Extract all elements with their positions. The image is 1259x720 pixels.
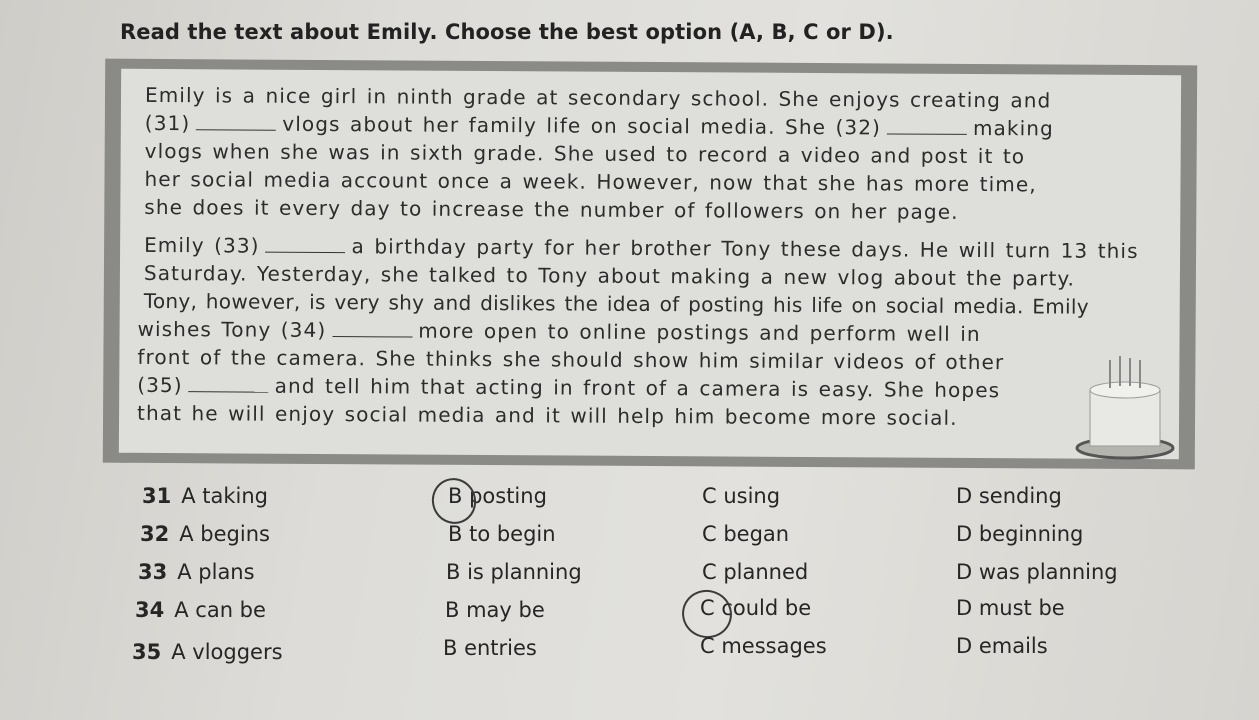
option-c[interactable]: C could be bbox=[700, 596, 812, 620]
question-number: 33 bbox=[138, 560, 168, 584]
passage-line: she does it every day to increase the number of followers on her page. bbox=[144, 194, 959, 224]
passage-line-text: making bbox=[972, 115, 1054, 141]
option-a[interactable]: A begins bbox=[179, 522, 270, 546]
question-ref-33: Emily (33) bbox=[144, 232, 260, 258]
option-b[interactable]: B posting bbox=[448, 484, 547, 508]
question-ref-35: (35) bbox=[137, 372, 183, 398]
question-number: 34 bbox=[135, 598, 165, 622]
question-32 bbox=[140, 522, 270, 546]
option-d[interactable]: D must be bbox=[956, 596, 1065, 620]
option-d[interactable]: D sending bbox=[956, 484, 1062, 508]
option-d[interactable]: D was planning bbox=[956, 560, 1118, 584]
option-c[interactable]: C planned bbox=[702, 560, 809, 584]
question-35 bbox=[132, 640, 283, 664]
passage-line: her social media account once a week. However, now that she has more time, bbox=[144, 166, 1037, 197]
instruction-heading: Read the text about Emily. Choose the best option (A, B, C or D). bbox=[120, 20, 894, 44]
passage-line-text: vlogs about her family life on social media. She (32) bbox=[282, 111, 882, 140]
question-34 bbox=[135, 598, 266, 622]
option-b[interactable]: B is planning bbox=[446, 560, 582, 584]
option-a[interactable]: A plans bbox=[177, 560, 255, 584]
option-a[interactable]: A can be bbox=[174, 598, 266, 622]
question-number: 35 bbox=[132, 640, 162, 664]
option-c[interactable]: C began bbox=[702, 522, 790, 546]
option-a[interactable]: A vloggers bbox=[171, 640, 283, 664]
option-a[interactable]: A taking bbox=[181, 484, 269, 508]
question-number: 31 bbox=[142, 484, 172, 508]
option-d[interactable]: D beginning bbox=[956, 522, 1084, 546]
question-33 bbox=[138, 560, 255, 584]
passage-line: front of the camera. She thinks she should show him similar videos of other bbox=[137, 344, 1005, 375]
passage-line-text: and tell him that acting in front of a camera is easy. She hopes bbox=[274, 373, 1001, 403]
question-ref-34: wishes Tony (34) bbox=[137, 316, 327, 343]
question-ref-31: (31) bbox=[144, 110, 191, 136]
passage-line: vlogs when she was in sixth grade. She used to record a video and post it to bbox=[144, 138, 1026, 169]
option-b[interactable]: B to begin bbox=[448, 522, 556, 546]
option-c[interactable]: C messages bbox=[700, 634, 827, 658]
option-c[interactable]: C using bbox=[702, 484, 781, 508]
option-b[interactable]: B entries bbox=[443, 636, 537, 660]
option-b[interactable]: B may be bbox=[445, 598, 545, 622]
passage-line: Emily is a nice girl in ninth grade at secondary school. She enjoys creating and bbox=[144, 82, 1052, 113]
passage-line-text: a birthday party for her brother Tony these days. He will turn 13 this bbox=[351, 234, 1139, 263]
passage-line: Saturday. Yesterday, she talked to Tony about making a new vlog about the party. bbox=[143, 260, 1076, 291]
option-d[interactable]: D emails bbox=[956, 634, 1048, 658]
passage-line: Tony, however, is very shy and dislikes the idea of posting his life on social media. Emily bbox=[143, 288, 1089, 319]
question-31 bbox=[142, 484, 268, 508]
passage-line-text: more open to online postings and perform well in bbox=[418, 318, 981, 347]
question-number: 32 bbox=[140, 522, 170, 546]
passage-line: that he will enjoy social media and it will help him become more social. bbox=[137, 400, 958, 430]
